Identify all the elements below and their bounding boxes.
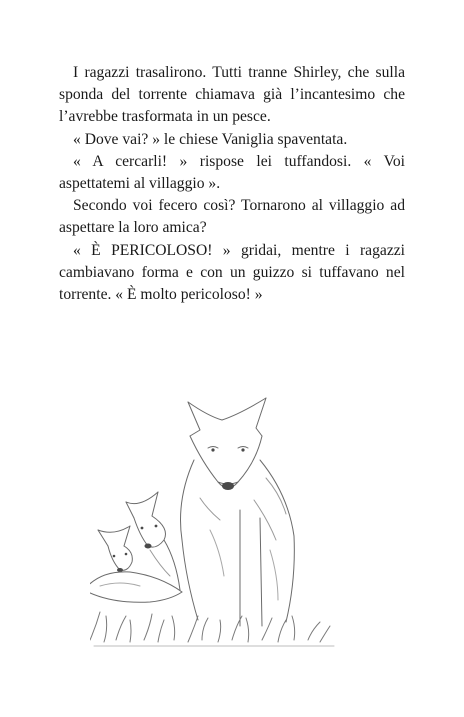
fox-cub-middle: [126, 492, 180, 590]
paragraph-1: I ragazzi trasalirono. Tutti tranne Shirley, che sulla sponda del torrente chiamava già l’incantesimo che l’avrebbe trasformata in un pesce.: [59, 64, 405, 126]
fox-family-illustration: [90, 390, 340, 650]
paragraph-5: « È PERICOLOSO! » gridai, mentre i ragazzi cambiavano forma e con un guizzo si tuffavano nel torrente. « È molto pericoloso! »: [59, 241, 405, 304]
body-text: [59, 62, 405, 306]
paragraph-3: « A cercarli! » rispose lei tuffandosi. « Voi aspettatemi al villaggio ».: [59, 152, 405, 193]
paragraph-2: « Dove vai? » le chiese Vaniglia spaventata.: [73, 130, 348, 148]
adult-fox: [181, 398, 295, 626]
fox-cub-front: [90, 526, 182, 602]
paragraph-4: Secondo voi fecero così? Tornarono al villaggio ad aspettare la loro amica?: [59, 197, 405, 237]
grass: [90, 612, 334, 646]
